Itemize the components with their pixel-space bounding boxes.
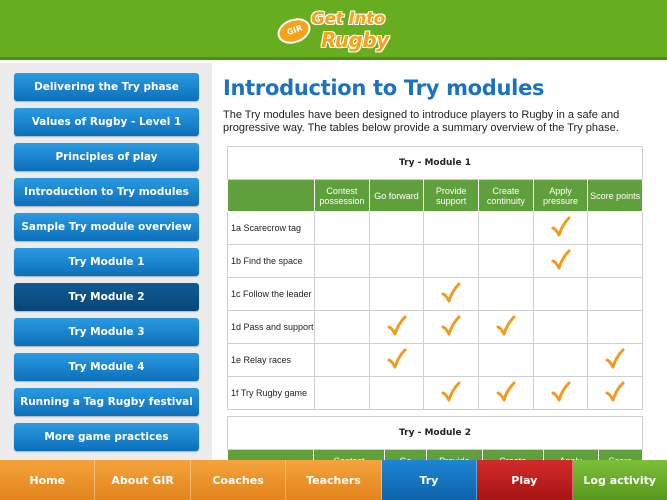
- table-cell: [424, 344, 479, 377]
- row-header-blank: [228, 180, 315, 212]
- nav-log-activity-button[interactable]: Log activity: [573, 460, 667, 500]
- table-cell: [315, 245, 370, 278]
- module-1-table: [227, 146, 643, 410]
- checkmark-icon: [551, 381, 571, 403]
- table-row: [228, 278, 643, 311]
- table-cell: [315, 377, 370, 410]
- table-cell: [479, 212, 534, 245]
- table-cell: [479, 344, 534, 377]
- table-cell: [424, 245, 479, 278]
- module-1-header-row: [228, 180, 643, 212]
- logo-ball-text: GIR: [285, 23, 304, 38]
- table-cell: [369, 377, 424, 410]
- table-row: [228, 344, 643, 377]
- header-bar: [0, 0, 667, 60]
- table-cell: [588, 245, 643, 278]
- module-1-title: Try - Module 1: [228, 147, 643, 180]
- table-cell: [588, 212, 643, 245]
- nav-teachers-button[interactable]: Teachers: [286, 460, 381, 500]
- table-cell: [533, 377, 588, 410]
- checkmark-icon: [441, 282, 461, 304]
- table-cell: [533, 311, 588, 344]
- module-2-title: Try - Module 2: [228, 417, 643, 450]
- column-header-apply-pressure: Apply pressure: [533, 180, 588, 212]
- table-cell: [479, 377, 534, 410]
- sidebar-item-sample-try-module[interactable]: Sample Try module overview: [14, 213, 199, 241]
- sidebar-item-principles-of-play[interactable]: Principles of play: [14, 143, 199, 171]
- nav-home-button[interactable]: Home: [0, 460, 95, 500]
- column-header-provide-support: Provide support: [424, 180, 479, 212]
- sidebar-item-try-module-1[interactable]: Try Module 1: [14, 248, 199, 276]
- sidebar-item-tag-rugby-festival[interactable]: Running a Tag Rugby festival: [14, 388, 199, 416]
- activity-label: 1e Relay races: [228, 344, 315, 377]
- checkmark-icon: [496, 315, 516, 337]
- sidebar-item-try-module-4[interactable]: Try Module 4: [14, 353, 199, 381]
- rugby-ball-icon: [274, 14, 314, 48]
- checkmark-icon: [551, 249, 571, 271]
- table-cell: [315, 212, 370, 245]
- table-cell: [369, 245, 424, 278]
- table-cell: [479, 245, 534, 278]
- activity-label: 1b Find the space: [228, 245, 315, 278]
- checkmark-icon: [387, 315, 407, 337]
- table-cell: [533, 212, 588, 245]
- sidebar-item-intro-try-modules[interactable]: Introduction to Try modules: [14, 178, 199, 206]
- sidebar-item-values-of-rugby[interactable]: Values of Rugby - Level 1: [14, 108, 199, 136]
- column-header-score-points: Score points: [588, 180, 643, 212]
- logo-line-2: Rugby: [321, 28, 389, 52]
- nav-play-button[interactable]: Play: [477, 460, 572, 500]
- activity-label: 1a Scarecrow tag: [228, 212, 315, 245]
- table-row: [228, 311, 643, 344]
- sidebar-item-more-game-practices[interactable]: More game practices: [14, 423, 199, 451]
- column-header-create-continuity: Create continuity: [479, 180, 534, 212]
- table-cell: [369, 212, 424, 245]
- nav-coaches-button[interactable]: Coaches: [191, 460, 286, 500]
- sidebar: [0, 63, 212, 460]
- table-cell: [315, 311, 370, 344]
- checkmark-icon: [387, 348, 407, 370]
- checkmark-icon: [551, 216, 571, 238]
- activity-label: 1c Follow the leader: [228, 278, 315, 311]
- table-cell: [424, 278, 479, 311]
- table-cell: [479, 278, 534, 311]
- table-cell: [533, 344, 588, 377]
- table-cell: [533, 278, 588, 311]
- table-cell: [369, 278, 424, 311]
- table-cell: [533, 245, 588, 278]
- checkmark-icon: [605, 381, 625, 403]
- sidebar-item-try-module-2[interactable]: Try Module 2: [14, 283, 199, 311]
- logo-wordmark: [311, 9, 393, 51]
- column-header-go-forward: Go forward: [369, 180, 424, 212]
- table-row: [228, 245, 643, 278]
- table-row: [228, 377, 643, 410]
- logo-line-1: Get Into: [311, 9, 385, 29]
- table-cell: [479, 311, 534, 344]
- table-cell: [588, 344, 643, 377]
- page-title: Introduction to Try modules: [223, 76, 545, 100]
- get-into-rugby-logo[interactable]: [277, 9, 391, 53]
- activity-label: 1f Try Rugby game: [228, 377, 315, 410]
- checkmark-icon: [605, 348, 625, 370]
- sidebar-item-try-module-3[interactable]: Try Module 3: [14, 318, 199, 346]
- table-cell: [588, 278, 643, 311]
- table-cell: [424, 377, 479, 410]
- checkmark-icon: [496, 381, 516, 403]
- nav-about-gir-button[interactable]: About GIR: [95, 460, 190, 500]
- sidebar-item-delivering-try-phase[interactable]: Delivering the Try phase: [14, 73, 199, 101]
- table-cell: [369, 311, 424, 344]
- main-content: [223, 70, 643, 460]
- checkmark-icon: [441, 381, 461, 403]
- column-header-contest-possession: Contest possession: [315, 180, 370, 212]
- module-1-rows: [228, 212, 643, 410]
- nav-try-button[interactable]: Try: [382, 460, 477, 500]
- checkmark-icon: [441, 315, 461, 337]
- intro-paragraph: The Try modules have been designed to introduce players to Rugby in a safe and progressive way. The tables below provide a summary overview of the Try phase.: [223, 109, 620, 134]
- table-cell: [369, 344, 424, 377]
- table-cell: [424, 311, 479, 344]
- table-row: [228, 212, 643, 245]
- table-cell: [424, 212, 479, 245]
- activity-label: 1d Pass and support: [228, 311, 315, 344]
- table-cell: [588, 311, 643, 344]
- table-cell: [588, 377, 643, 410]
- table-cell: [315, 344, 370, 377]
- bottom-nav: [0, 460, 667, 500]
- table-cell: [315, 278, 370, 311]
